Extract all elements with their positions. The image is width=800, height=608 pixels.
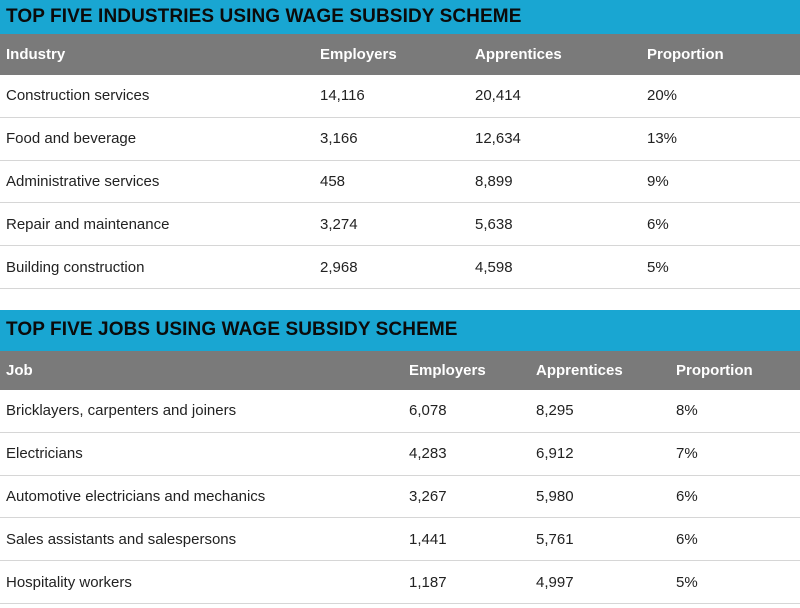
apprentices-cell: 4,997 bbox=[536, 573, 574, 591]
table-row bbox=[0, 246, 800, 289]
jobs-table bbox=[0, 310, 800, 604]
jobs-header-row bbox=[0, 351, 800, 390]
employers-cell: 3,274 bbox=[320, 215, 358, 233]
employers-cell: 14,116 bbox=[320, 87, 365, 105]
employers-cell: 1,441 bbox=[409, 530, 447, 548]
header-job: Job bbox=[6, 361, 33, 379]
apprentices-cell: 5,638 bbox=[475, 215, 513, 233]
table-row bbox=[0, 118, 800, 161]
employers-cell: 3,267 bbox=[409, 487, 447, 505]
industry-cell: Construction services bbox=[6, 87, 150, 105]
job-cell: Hospitality workers bbox=[6, 573, 132, 591]
table-row bbox=[0, 476, 800, 519]
apprentices-cell: 8,295 bbox=[536, 402, 574, 420]
table-row bbox=[0, 203, 800, 246]
employers-cell: 2,968 bbox=[320, 258, 358, 276]
apprentices-cell: 20,414 bbox=[475, 87, 521, 105]
header-apprentices: Apprentices bbox=[475, 46, 562, 63]
proportion-cell: 6% bbox=[676, 487, 698, 505]
table-row bbox=[0, 161, 800, 204]
proportion-cell: 6% bbox=[647, 215, 669, 233]
proportion-cell: 20% bbox=[647, 87, 678, 105]
jobs-title: TOP FIVE JOBS USING WAGE SUBSIDY SCHEME bbox=[0, 310, 800, 351]
job-cell: Bricklayers, carpenters and joiners bbox=[6, 402, 237, 420]
job-cell: Automotive electricians and mechanics bbox=[6, 487, 266, 505]
employers-cell: 3,166 bbox=[320, 130, 358, 148]
proportion-cell: 8% bbox=[676, 402, 698, 420]
section-spacer bbox=[0, 289, 800, 310]
proportion-cell: 7% bbox=[676, 445, 698, 463]
header-employers: Employers bbox=[409, 361, 486, 379]
job-cell: Electricians bbox=[6, 445, 83, 463]
apprentices-cell: 8,899 bbox=[475, 172, 513, 190]
industries-table bbox=[0, 0, 800, 289]
table-row bbox=[0, 390, 800, 433]
apprentices-cell: 12,634 bbox=[475, 130, 521, 148]
table-row bbox=[0, 433, 800, 476]
industries-header-row bbox=[0, 34, 800, 75]
header-proportion: Proportion bbox=[647, 46, 724, 63]
job-cell: Sales assistants and salespersons bbox=[6, 530, 237, 548]
apprentices-cell: 5,761 bbox=[536, 530, 574, 548]
proportion-cell: 6% bbox=[676, 530, 698, 548]
proportion-cell: 9% bbox=[647, 172, 669, 190]
apprentices-cell: 6,912 bbox=[536, 445, 574, 463]
employers-cell: 1,187 bbox=[409, 573, 447, 591]
header-apprentices: Apprentices bbox=[536, 361, 623, 379]
proportion-cell: 5% bbox=[676, 573, 698, 591]
proportion-cell: 13% bbox=[647, 130, 678, 148]
header-proportion: Proportion bbox=[676, 361, 753, 379]
proportion-cell: 5% bbox=[647, 258, 669, 276]
table-row bbox=[0, 561, 800, 604]
table-row bbox=[0, 518, 800, 561]
employers-cell: 458 bbox=[320, 172, 346, 190]
header-industry: Industry bbox=[6, 46, 66, 63]
industries-title: TOP FIVE INDUSTRIES USING WAGE SUBSIDY SCHEME bbox=[0, 0, 800, 34]
header-employers: Employers bbox=[320, 46, 397, 63]
industry-cell: Building construction bbox=[6, 258, 145, 276]
employers-cell: 6,078 bbox=[409, 402, 447, 420]
apprentices-cell: 4,598 bbox=[475, 258, 513, 276]
table-row bbox=[0, 75, 800, 118]
employers-cell: 4,283 bbox=[409, 445, 447, 463]
apprentices-cell: 5,980 bbox=[536, 487, 574, 505]
industry-cell: Administrative services bbox=[6, 172, 160, 190]
industry-cell: Food and beverage bbox=[6, 130, 137, 148]
industry-cell: Repair and maintenance bbox=[6, 215, 170, 233]
